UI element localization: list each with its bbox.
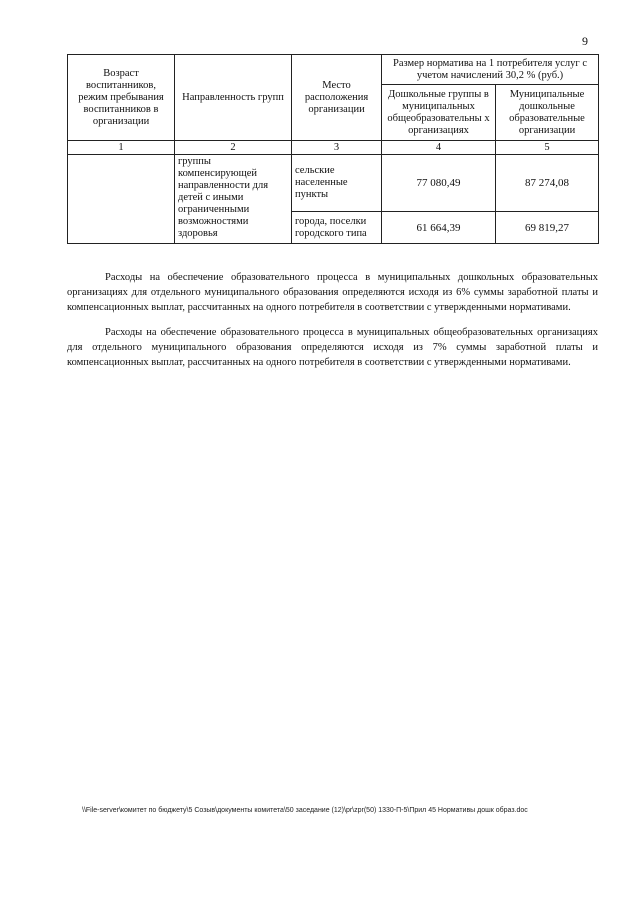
norm-table [67,54,599,244]
table-row [68,155,599,212]
value-cell: 69 819,27 [496,212,599,244]
column-number: 1 [68,141,175,155]
footer-file-path: \\File-server\комитет по бюджету\5 Созыв\документы комитета\50 заседание (12)\pr\zpr(50) 1330-П-5\Прил 45 Нормативы дошк образ.doc [82,807,528,814]
header-norm-size: Размер норматива на 1 потребителя услуг с учетом начислений 30,2 % (руб.) [382,55,599,85]
location-cell: сельские населенные пункты [292,155,382,212]
column-number: 5 [496,141,599,155]
header-age: Возраст воспитанников, режим пребывания воспитанников в организации [68,55,175,141]
paragraph-general-expenses: Расходы на обеспечение образовательного процесса в муниципальных общеобразовательных организациях для отдельного муниципального образования определяются исходя из 7% суммы заработной платы и компенсационных выплат, рассчитанных на одного потребителя в соответствии с утвержденными нормативами. [67,327,598,369]
location-cell: города, поселки городского типа [292,212,382,244]
column-number: 4 [382,141,496,155]
group-direction-cell: группы компенсирующей направленности для детей с иными ограниченными возможностями здоровья [175,155,292,244]
age-cell-empty [68,155,175,244]
value-cell: 61 664,39 [382,212,496,244]
value-cell: 77 080,49 [382,155,496,212]
header-preschool-groups: Дошкольные группы в муниципальных общеобразовательны х организациях [382,85,496,141]
header-direction: Направленность групп [175,55,292,141]
column-number: 2 [175,141,292,155]
page-number: 9 [582,34,588,48]
column-number: 3 [292,141,382,155]
value-cell: 87 274,08 [496,155,599,212]
header-municipal-preschool: Муниципальные дошкольные образовательные организации [496,85,599,141]
header-location: Место расположения организации [292,55,382,141]
paragraph-preschool-expenses: Расходы на обеспечение образовательного процесса в муниципальных дошкольных образовательных организациях для отдельного муниципального образования определяются исходя из 6% суммы заработной платы и компенсационных выплат, рассчитанных на одного потребителя в соответствии с утвержденными нормативами. [67,272,598,314]
